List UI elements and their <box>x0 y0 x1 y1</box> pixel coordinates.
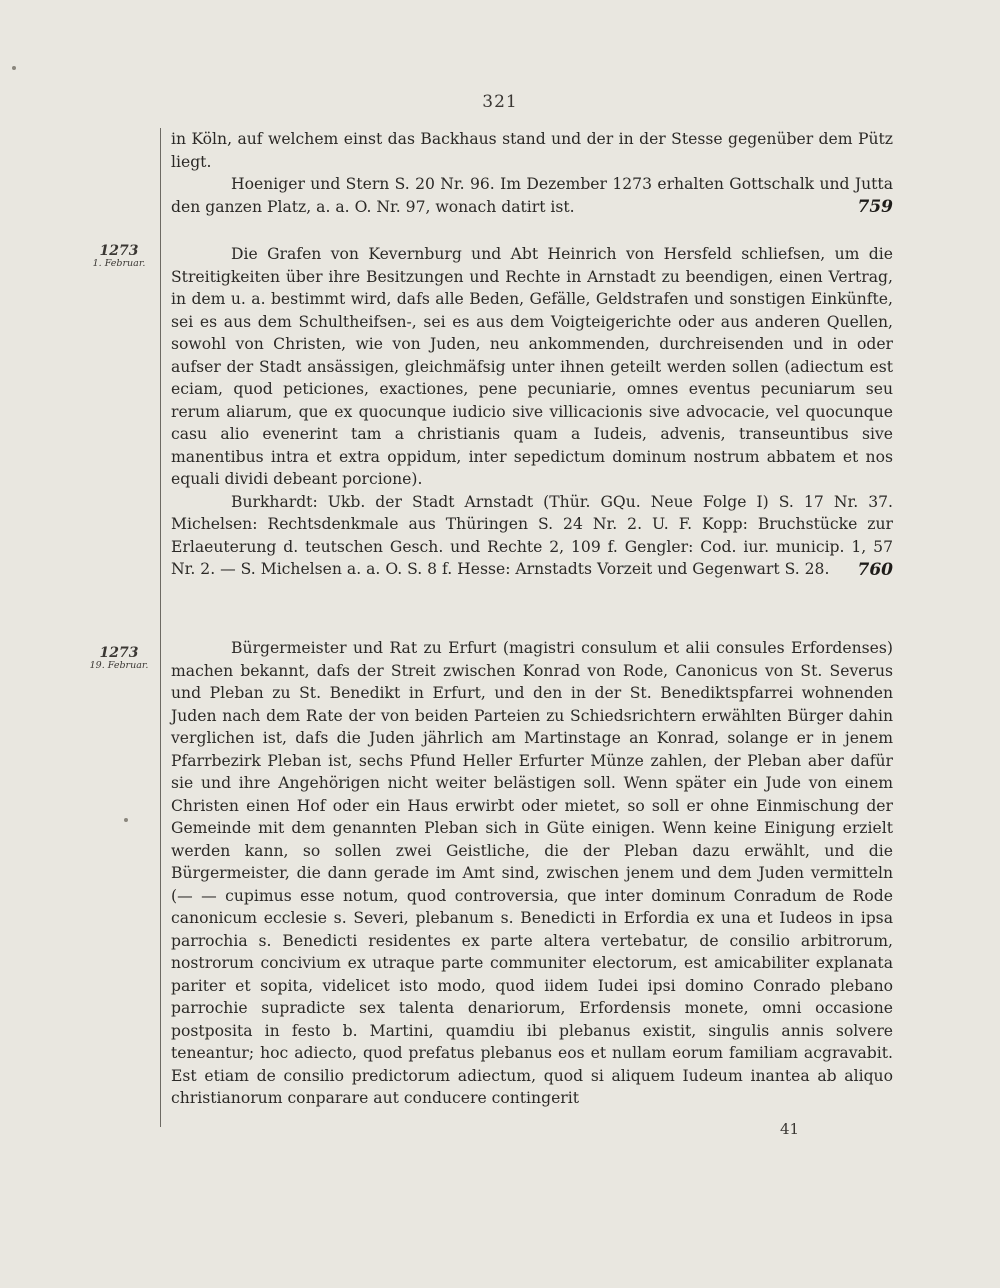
margin-date-761 <box>84 646 154 672</box>
entry-number-760: 760 <box>857 559 893 580</box>
entry-760 <box>171 243 893 581</box>
entry-761-body: Bürgermeister und Rat zu Erfurt (magistri consulum et alii consules Erfordenses) machen bekannt, dafs der Streit zwischen Konrad von Rode, Canonicus von St. Severus und Pleban zu St. Benedikt in Erfurt, und den in der St. Benediktspfarrei wohnenden Juden nach dem Rate der von beiden Parteien zu Schiedsrichtern erwählten Bürger dahin verglichen ist, dafs die Juden jährlich am Martinstage an Konrad, solange er in jenem Pfarrbezirk Pleban ist, sechs Pfund Heller Erfurter Münze zahlen, der Pleban aber dafür sie und ihre Angehörigen nicht weiter belästigen soll. Wenn später ein Jude von einem Christen einen Hof oder ein Haus erwirbt oder mietet, so soll er ohne Einmischung der Gemeinde mit dem genannten Pleban sich in Güte einigen. Wenn keine Einigung erzielt werden kann, so sollen zwei Geistliche, die der Pleban dazu erwählt, und die Bürgermeister, die dann gerade im Amt sind, zwischen jenem und dem Juden vermitteln (— — cupimus esse notum, quod controversia, que inter dominum Conradum de Rode canonicum ecclesie s. Severi, plebanum s. Benedicti in Erfordia ex una et Iudeos in ipsa parrochia s. Benedicti residentes ex parte altera vertebatur, de consilio arbitrorum, nostrorum concivium ex utraque parte communiter electorum, est amicabiliter explanata pariter et sopita, videlicet isto modo, quod iidem Iudei ipsi domino Conrado plebano parrochie supradicte sex talenta denariorum, Erfordensis monete, omni occasione postposita in festo b. Martini, quamdiu ibi plebanus existit, singulis annis solvere teneantur; hoc adiecto, quod prefatus plebanus eos et nullam eorum familiam acgravabit. Est etiam de consilio predictorum adiectum, quod si aliquem Iudeum inantea ab aliquo christianorum conparare aut conducere contingerit <box>171 639 893 1107</box>
continuation-text: in Köln, auf welchem einst das Backhaus stand und der in der Stesse gegenüber dem Pütz liegt. <box>171 130 893 171</box>
entry-761 <box>171 637 893 1110</box>
page-number: 321 <box>482 92 518 112</box>
entry-760-references: Burkhardt: Ukb. der Stadt Arnstadt (Thür. GQu. Neue Folge I) S. 17 Nr. 37. Michelsen: Rechtsdenkmale aus Thüringen S. 24 Nr. 2. U. F. Kopp: Bruchstücke zur Erlaeuterung d. teutschen Gesch. und Rechte 2, 109 f. Gengler: Cod. iur. municip. 1, 57 Nr. 2. — S. Michelsen a. a. O. S. 8 f. Hesse: Arnstadts Vorzeit und Gegenwart S. 28. <box>171 492 893 578</box>
continuation-reference: Hoeniger und Stern S. 20 Nr. 96. Im Dezember 1273 erhalten Gottschalk und Jutta den ganzen Platz, a. a. O. Nr. 97, wonach datirt ist. <box>171 175 893 216</box>
margin-date-760 <box>84 244 154 270</box>
margin-year: 1273 <box>99 645 139 661</box>
signature-mark: 41 <box>780 1120 800 1138</box>
margin-year: 1273 <box>99 243 139 259</box>
left-margin-rule <box>160 128 161 1127</box>
speck <box>124 818 128 822</box>
speck <box>12 66 16 70</box>
continuation-block <box>171 128 893 218</box>
margin-date: 19. Februar. <box>89 660 149 672</box>
margin-date: 1. Februar. <box>92 258 146 270</box>
entry-760-body: Die Grafen von Kevernburg und Abt Heinrich von Hersfeld schliefsen, um die Streitigkeiten über ihre Besitzungen und Rechte in Arnstadt zu beendigen, einen Vertrag, in dem u. a. bestimmt wird, dafs alle Beden, Gefälle, Geldstrafen und sonstigen Einkünfte, sei es aus dem Schultheifsen-, sei es aus dem Voigteigerichte oder aus anderen Quellen, sowohl von Christen, wie von Juden, neu ankommenden, durchreisenden und in oder aufser der Stadt ansässigen, gleichmäfsig unter ihnen geteilt werden sollen (adiectum est eciam, quod peticiones, exactiones, pene pecuniarie, omnes eventus pecuniarum seu rerum aliarum, que ex quocunque iudicio sive villicacionis sive advocacie, vel quocunque casu alio evenerint tam a christianis quam a Iudeis, advenis, transeuntibus sive manentibus intra et extra oppidum, inter sepedictum dominum nostrum abbatem et nos equali dividi debeant porcione). <box>171 245 893 488</box>
entry-number-759: 759 <box>857 197 893 217</box>
